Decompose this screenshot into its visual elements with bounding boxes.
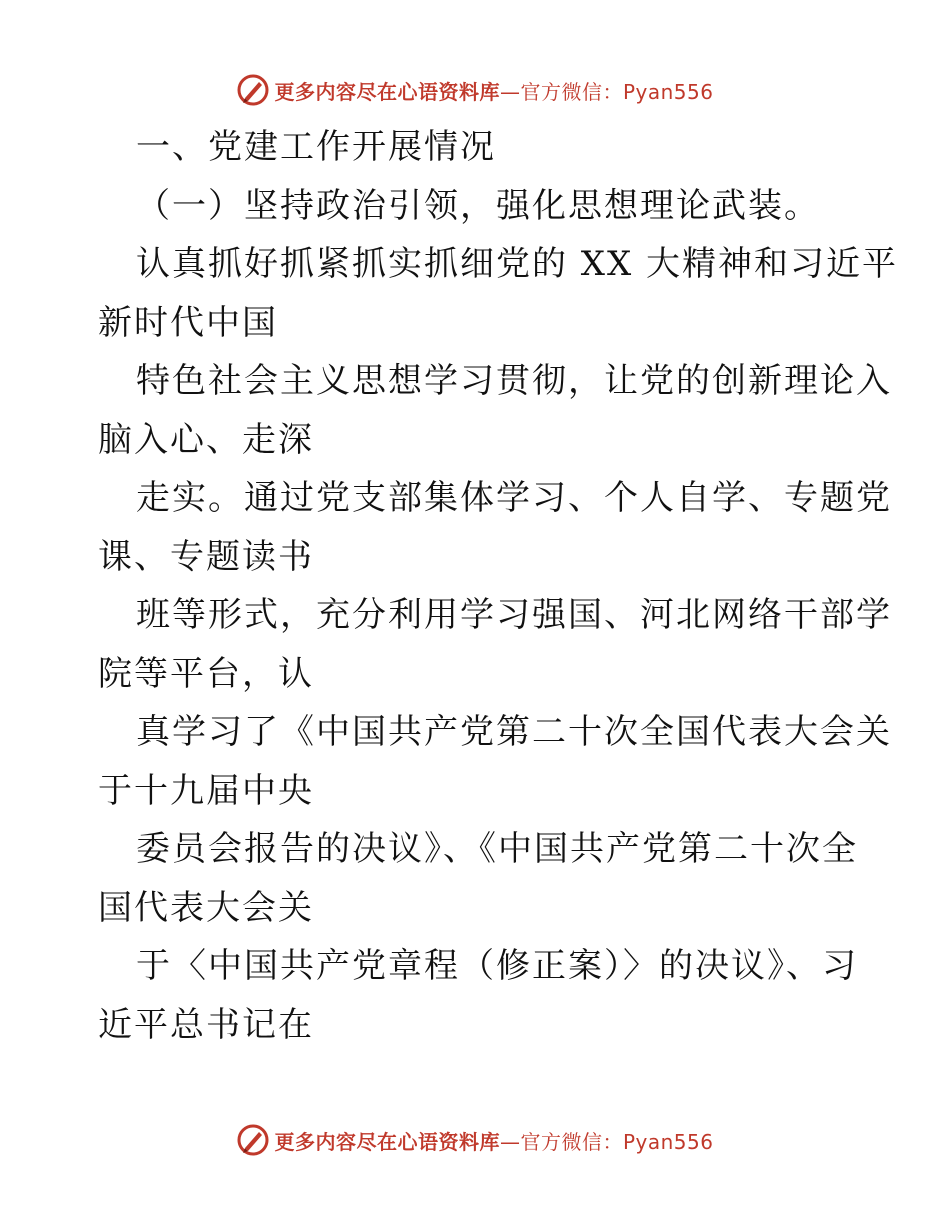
text-line: 委员会报告的决议》、《中国共产党第二十次全 — [136, 829, 858, 869]
text-line: 走实。通过党支部集体学习、个人自学、专题党 — [136, 478, 892, 518]
document-body — [98, 118, 899, 1054]
text-line: 课、专题读书 — [98, 536, 314, 577]
text-line: 于十九届中央 — [98, 770, 314, 811]
text-line: （一）坚持政治引领，强化思想理论武装。 — [136, 185, 820, 226]
text-line: 新时代中国 — [98, 302, 278, 343]
footer-watermark — [0, 1120, 950, 1160]
text-line: 认真抓好抓紧抓实抓细党的 XX 大精神和习近平 — [136, 244, 899, 284]
text-line: 特色社会主义思想学习贯彻，让党的创新理论入 — [136, 361, 892, 401]
header-watermark — [0, 70, 950, 110]
text-line: 一、党建工作开展情况 — [136, 127, 496, 167]
pen-logo-icon — [236, 1123, 270, 1157]
footer-watermark-text: 更多内容尽在心语资料库—官方微信：Pyan556 — [274, 1129, 714, 1154]
text-line: 班等形式，充分利用学习强国、河北网络干部学 — [136, 595, 892, 635]
header-watermark-text: 更多内容尽在心语资料库—官方微信：Pyan556 — [274, 79, 714, 104]
text-line: 国代表大会关 — [98, 887, 314, 928]
text-line: 脑入心、走深 — [98, 419, 314, 460]
pen-logo-icon — [236, 73, 270, 107]
text-line: 近平总书记在 — [98, 1004, 314, 1045]
text-line: 院等平台，认 — [98, 653, 314, 694]
text-line: 真学习了《中国共产党第二十次全国代表大会关 — [136, 712, 892, 752]
text-line: 于〈中国共产党章程（修正案）〉的决议》、习 — [136, 946, 858, 986]
